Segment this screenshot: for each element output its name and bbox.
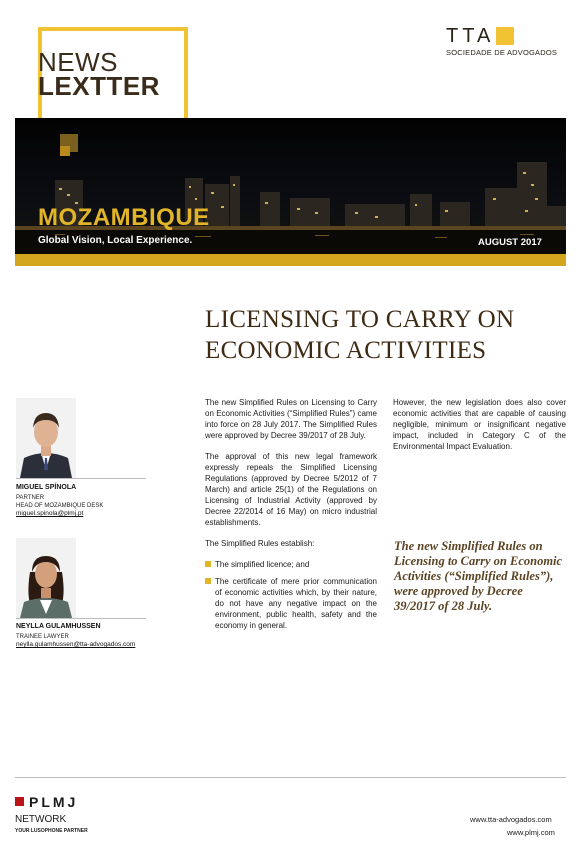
- banner-date: AUGUST 2017: [478, 237, 542, 248]
- person-divider: [16, 618, 146, 619]
- bullet-square-icon: [205, 578, 211, 584]
- person-name: NEYLLA GULAMHUSSEN: [16, 623, 101, 630]
- plmj-tagline: YOUR LUSOPHONE PARTNER: [15, 828, 88, 834]
- article-paragraph-3: The Simplified Rules establish:: [205, 539, 315, 548]
- tta-logo-square: [496, 27, 514, 45]
- article-paragraph-4: However, the new legislation does also cover economic activities that are capable of causing negligible, minimum or insignificant negative impact, included in Category C of the Environmental Impact Evaluation.: [393, 398, 566, 451]
- website-link-tta[interactable]: www.tta-advogados.com: [470, 815, 552, 824]
- footer-divider: [15, 777, 566, 778]
- article-title-line2: ECONOMIC ACTIVITIES: [205, 337, 487, 364]
- banner-gold-bar: [15, 254, 566, 266]
- person-email-link[interactable]: miguel.spinola@plmj.pt: [16, 510, 84, 517]
- tta-logo-name: TTA: [446, 25, 495, 47]
- avatar: [16, 398, 76, 478]
- website-link-plmj[interactable]: www.plmj.com: [507, 828, 555, 837]
- banner-country: MOZAMBIQUE: [38, 204, 210, 231]
- person-role: PARTNER: [16, 495, 45, 501]
- article-paragraph-2: The approval of this new legal framework expressly repeals the Simplified Licensing Regulations (approved by Decree 5/2012 of 7 March) and article 25(1) of the Regulations on Licensing of Industrial Activity (approved by Decree 22/2014 of 16 May) on micro industrial establishments.: [205, 452, 377, 527]
- person-email-link[interactable]: neylla.gulamhussen@tta-advogados.com: [16, 641, 136, 648]
- article-title: [205, 304, 565, 366]
- bullet-text: The certificate of mere prior communication of economic activities which, by their nature, do not have any negative impact on the environment, public health, safety and the economy in general.: [215, 577, 377, 630]
- night-skyline-illustration: [15, 118, 566, 254]
- plmj-logo-name: PLMJ: [29, 794, 79, 810]
- masthead-line1: NEWS: [38, 47, 118, 77]
- pull-quote: The new Simplified Rules on Licensing to Carry on Economic Activities (“Simplified Rules”), were approved by Decree 39/2017 of 28 July.: [394, 539, 563, 613]
- person-role: HEAD OF MOZAMBIQUE DESK: [16, 503, 104, 509]
- bullet-text: The simplified licence; and: [215, 560, 310, 569]
- list-item: [205, 576, 377, 631]
- article-paragraph-1: The new Simplified Rules on Licensing to Carry on Economic Activities (“Simplified Rules”) came into force on 28 July 2017. The Simplified Rules were approved by Decree 39/2017 of 28 July.: [205, 398, 377, 440]
- person-photo-neylla: [16, 538, 76, 618]
- banner-skyline-image: [15, 118, 566, 254]
- person-name: MIGUEL SPÍNOLA: [16, 484, 77, 491]
- person-photo-miguel: [16, 398, 76, 478]
- list-item: [205, 559, 377, 570]
- masthead-accent-square-light: [60, 146, 70, 156]
- plmj-network-word: NETWORK: [15, 814, 67, 825]
- avatar: [16, 538, 76, 618]
- person-divider: [16, 478, 146, 479]
- article-column-1: [205, 397, 377, 637]
- masthead-line2: LEXTTER: [38, 71, 160, 101]
- bullet-square-icon: [205, 561, 211, 567]
- article-column-2: [393, 397, 566, 462]
- plmj-logo-square-icon: [15, 797, 24, 806]
- person-role: TRAINEE LAWYER: [16, 634, 69, 640]
- article-bullet-list: [205, 559, 377, 631]
- article-title-line1: LICENSING TO CARRY ON: [205, 306, 515, 333]
- banner-tagline: Global Vision, Local Experience.: [38, 235, 193, 246]
- tta-logo-subtitle: SOCIEDADE DE ADVOGADOS: [446, 48, 558, 57]
